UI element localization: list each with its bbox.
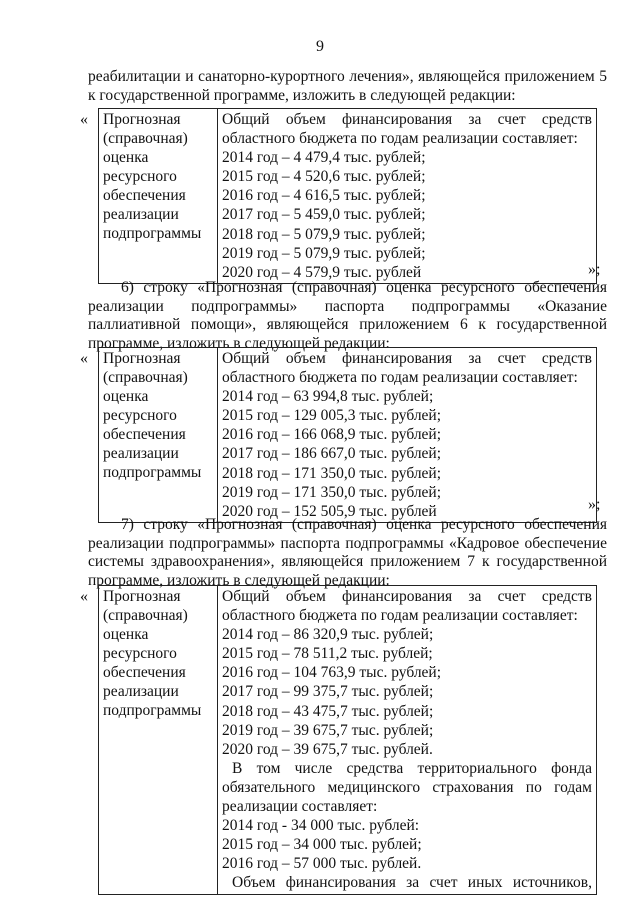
year-amount: 2017 год – 5 459,0 тыс. рублей;	[222, 206, 426, 224]
quote-close-6: »;	[588, 496, 601, 513]
year-amount: 2019 год – 5 079,9 тыс. рублей;	[222, 244, 426, 262]
year-amount: 2014 год – 63 994,8 тыс. рублей;	[222, 388, 434, 406]
year-amount: 2015 год – 129 005,3 тыс. рублей;	[222, 407, 442, 425]
label-line: реализации	[103, 206, 179, 223]
financing-header: областного бюджета по годам реализации составляет:	[222, 607, 578, 625]
resource-table-5	[98, 108, 597, 284]
label-line: Прогнозная	[103, 111, 181, 128]
year-amount: 2014 год – 4 479,4 тыс. рублей;	[222, 149, 426, 167]
label-line: обеспечения	[103, 426, 186, 443]
resource-table-6	[98, 347, 597, 523]
intro-paragraph: реабилитации и санаторно-курортного лечения», являющейся приложением 5 к государственной программе, изложить в следующей редакции:	[88, 68, 607, 104]
label-line: Прогнозная	[103, 350, 181, 367]
year-amount: 2019 год – 171 350,0 тыс. рублей;	[222, 483, 442, 501]
other-sources-line: Объем финансирования за счет иных источников,	[232, 874, 592, 892]
label-line: оценка	[103, 149, 149, 166]
year-amount: 2014 год – 86 320,9 тыс. рублей;	[222, 626, 434, 644]
year-amount: 2018 год – 5 079,9 тыс. рублей;	[222, 225, 426, 243]
year-amount: 2016 год – 104 763,9 тыс. рублей;	[222, 664, 442, 682]
body-cell-6	[218, 348, 597, 523]
label-line: оценка	[103, 388, 149, 405]
label-line: (справочная)	[103, 607, 188, 624]
year-amount: 2017 год – 99 375,7 тыс. рублей;	[222, 683, 434, 701]
label-line: реализации	[103, 683, 179, 700]
label-line: (справочная)	[103, 369, 188, 386]
item-6-paragraph: 6) строку «Прогнозная (справочная) оценка ресурсного обеспечения реализации подпрограммы» паспорта подпрограммы «Оказание паллиативной помощи», являющейся приложением 6 к государственной программе, изложить в следующей редакции:	[88, 279, 607, 352]
year-amount: 2020 год – 152 505,9 тыс. рублей	[222, 502, 437, 520]
financing-header: Общий объем финансирования за счет средств	[222, 111, 592, 128]
year-amount: 2020 год – 4 579,9 тыс. рублей	[222, 263, 422, 281]
label-cell-6	[99, 348, 218, 523]
tfoms-header: обязательного медицинского страхования по годам	[222, 778, 592, 796]
year-amount: 2018 год – 171 350,0 тыс. рублей;	[222, 464, 442, 482]
financing-header: Общий объем финансирования за счет средств	[222, 350, 592, 367]
quote-open-5: «	[80, 111, 88, 128]
label-line: обеспечения	[103, 187, 186, 204]
year-amount: 2019 год – 39 675,7 тыс. рублей;	[222, 721, 434, 739]
quote-close-5: »;	[588, 261, 601, 278]
label-line: ресурсного	[103, 407, 177, 424]
label-cell-5	[99, 109, 218, 284]
quote-open-6: «	[80, 350, 88, 367]
label-line: ресурсного	[103, 645, 177, 662]
year-amount: 2016 год – 166 068,9 тыс. рублей;	[222, 426, 442, 444]
financing-header: областного бюджета по годам реализации составляет:	[222, 369, 578, 387]
quote-open-7: «	[80, 588, 88, 605]
label-cell-7	[99, 586, 218, 895]
label-line: оценка	[103, 626, 149, 643]
label-line: (справочная)	[103, 130, 188, 147]
resource-table-7	[98, 585, 597, 895]
tfoms-year-amount: 2014 год - 34 000 тыс. рублей:	[222, 817, 420, 835]
year-amount: 2015 год – 78 511,2 тыс. рублей;	[222, 645, 433, 663]
year-amount: 2016 год – 4 616,5 тыс. рублей;	[222, 187, 426, 205]
label-line: подпрограммы	[103, 464, 202, 481]
year-amount: 2015 год – 4 520,6 тыс. рублей;	[222, 168, 426, 186]
body-cell-5	[218, 109, 597, 284]
tfoms-header: В том числе средства территориального фонда	[232, 759, 592, 777]
label-line: обеспечения	[103, 664, 186, 681]
label-line: Прогнозная	[103, 588, 181, 605]
page-number: 9	[316, 38, 324, 55]
financing-header: областного бюджета по годам реализации составляет:	[222, 130, 578, 148]
year-amount: 2018 год – 43 475,7 тыс. рублей;	[222, 702, 434, 720]
tfoms-year-amount: 2015 год – 34 000 тыс. рублей;	[222, 836, 422, 854]
body-cell-7	[218, 586, 597, 895]
label-line: ресурсного	[103, 168, 177, 185]
label-line: подпрограммы	[103, 225, 202, 242]
year-amount: 2017 год – 186 667,0 тыс. рублей;	[222, 445, 442, 463]
tfoms-year-amount: 2016 год – 57 000 тыс. рублей.	[222, 855, 422, 873]
item-7-paragraph: 7) строку «Прогнозная (справочная) оценка ресурсного обеспечения реализации подпрограммы» паспорта подпрограммы «Кадровое обеспечение системы здравоохранения», являющейся приложением 7 к государственной программе, изложить в следующей редакции:	[88, 516, 607, 589]
tfoms-header: реализации составляет:	[222, 798, 378, 816]
label-line: реализации	[103, 445, 179, 462]
year-amount: 2020 год – 39 675,7 тыс. рублей.	[222, 740, 433, 758]
label-line: подпрограммы	[103, 702, 202, 719]
financing-header: Общий объем финансирования за счет средств	[222, 588, 592, 605]
